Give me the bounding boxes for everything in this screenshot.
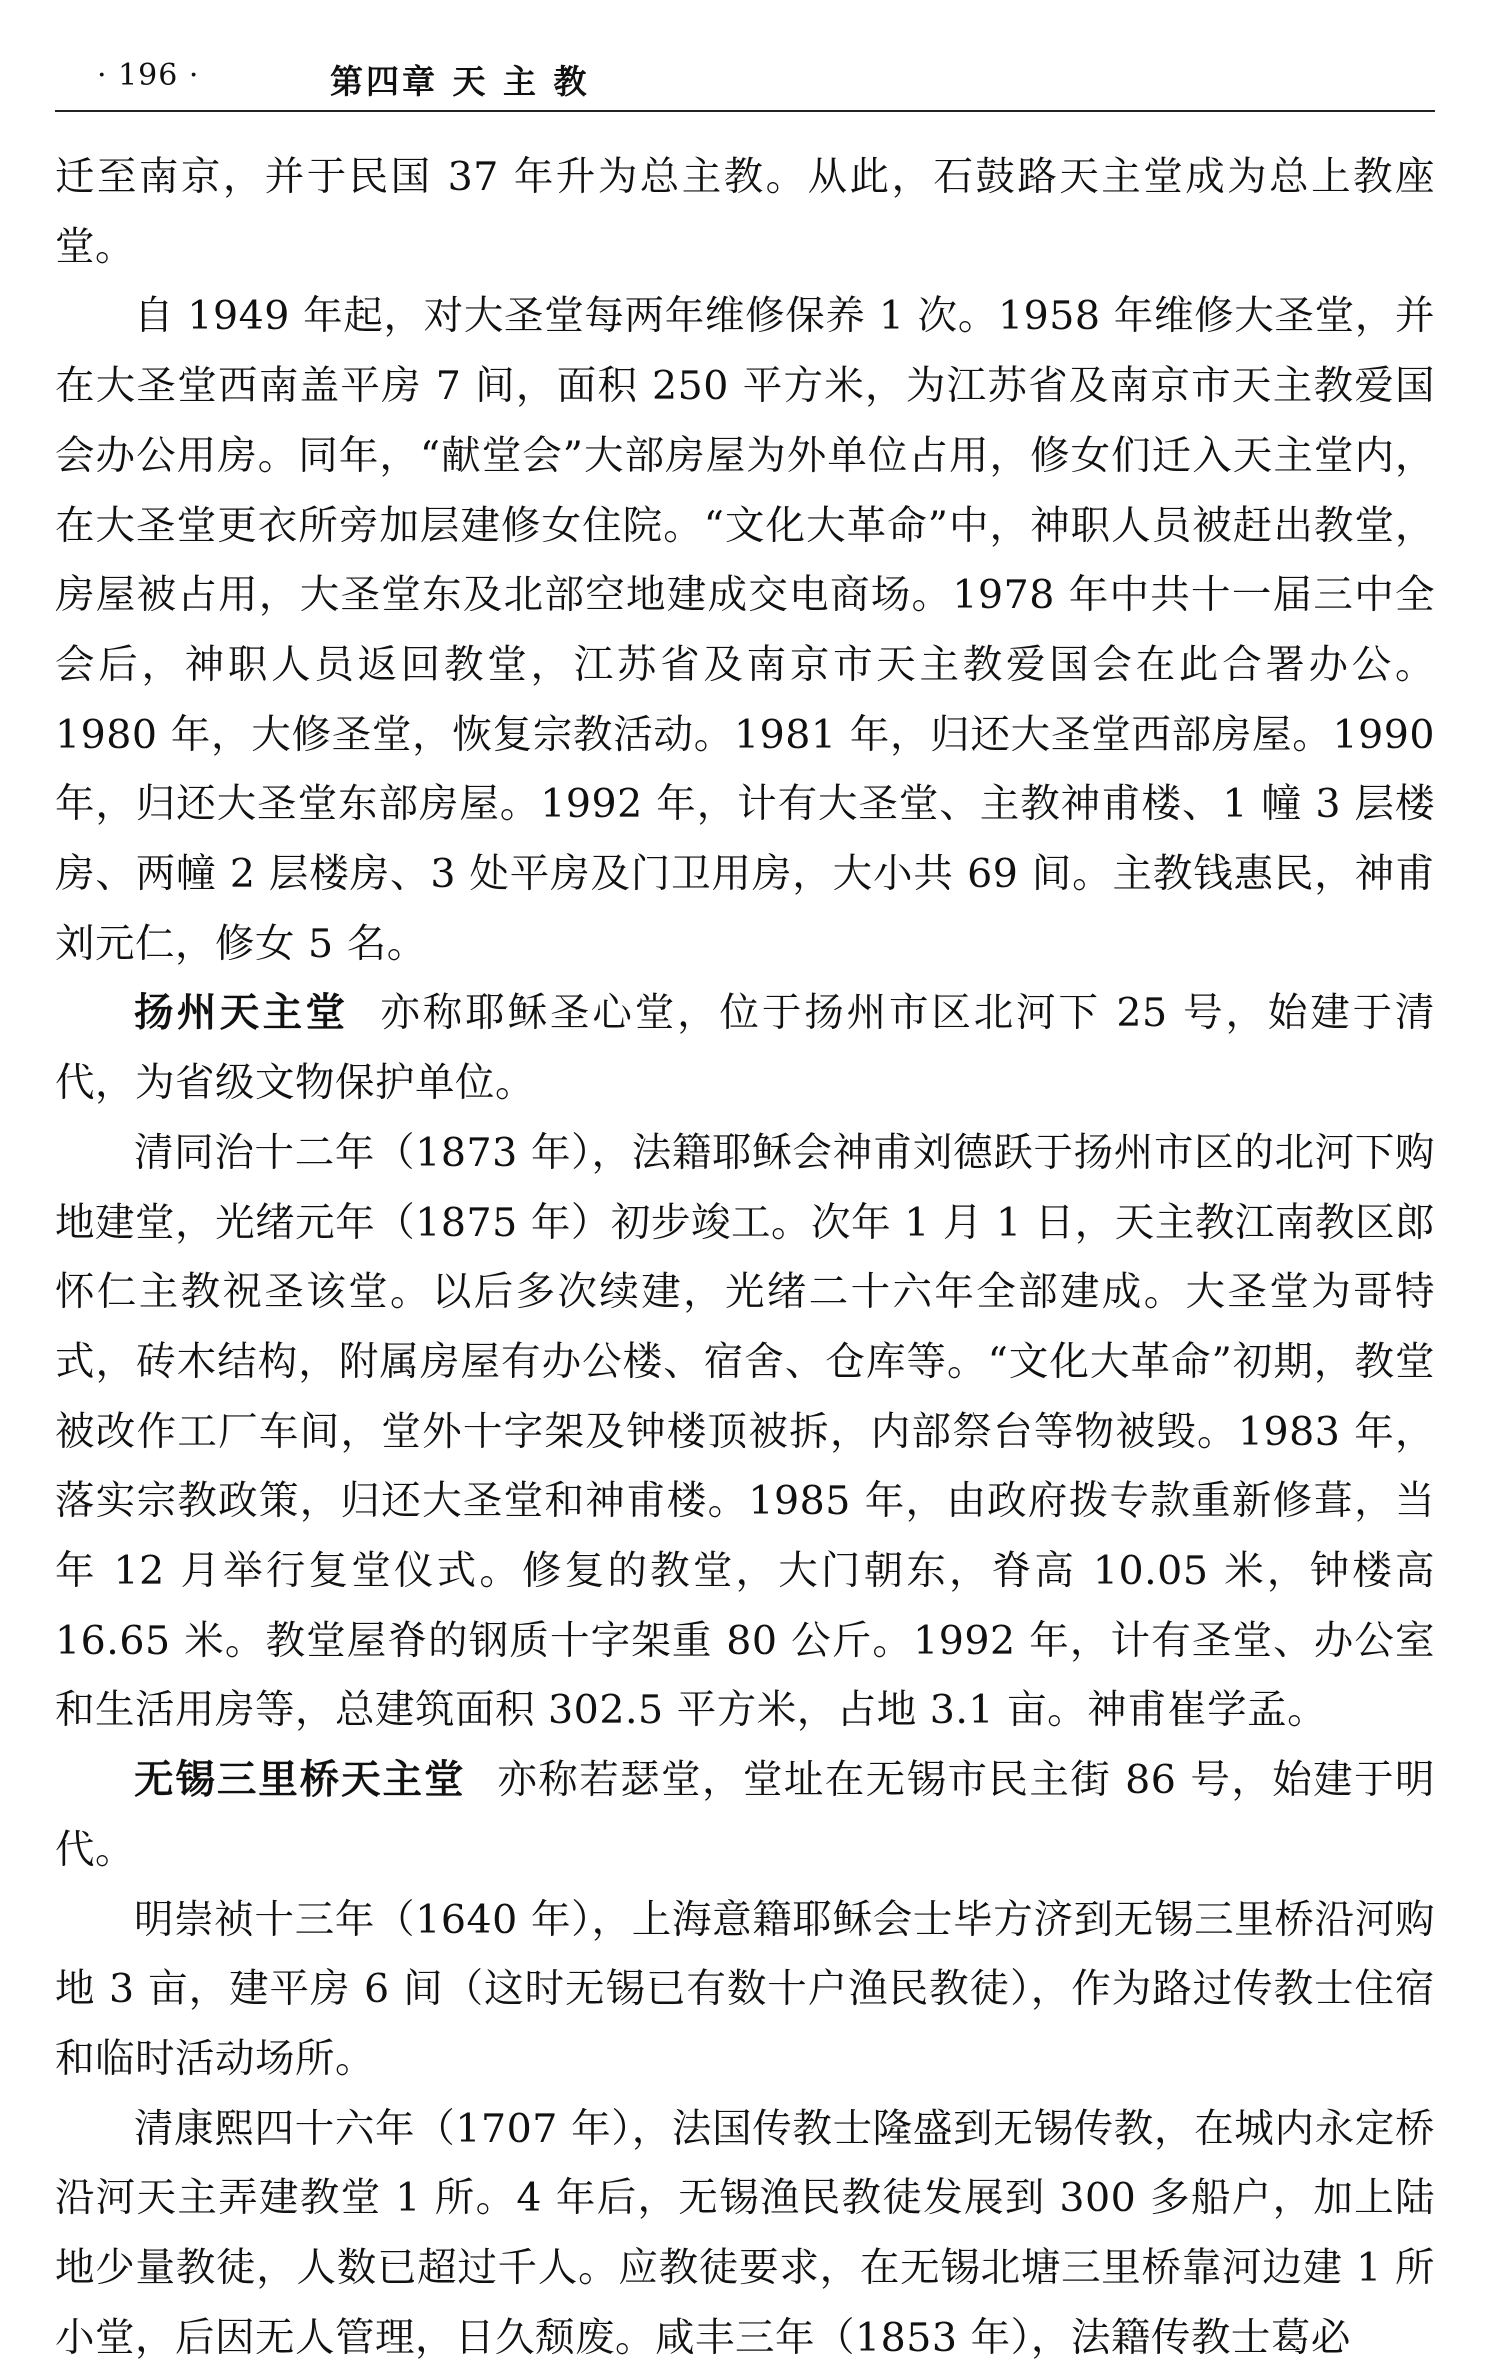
paragraph-1: 迁至南京，并于民国 37 年升为总主教。从此，石鼓路天主堂成为总上教座堂。 [55, 154, 1435, 270]
header-rule [55, 110, 1435, 112]
paragraph-5: 无锡三里桥天主堂 亦称若瑟堂，堂址在无锡市民主街 86 号，始建于明代。 [55, 1757, 1436, 1873]
paragraph-6: 明崇祯十三年（1640 年），上海意籍耶稣会士毕方济到无锡三里桥沿河购地 3 亩，建平房 6 间（这时无锡已有数十户渔民教徒），作为路过传教士住宿和临时活动场所。 [55, 1896, 1435, 2082]
page-number: · 196 · [97, 58, 200, 93]
entry-heading: 无锡三里桥天主堂 [134, 1757, 466, 1804]
page-header [55, 52, 1435, 112]
chapter-title: 第四章 天 主 教 [330, 62, 590, 101]
body-text [55, 143, 1435, 2374]
paragraph-2: 自 1949 年起，对大圣堂每两年维修保养 1 次。1958 年维修大圣堂，并在大圣堂西南盖平房 7 间，面积 250 平方米，为江苏省及南京市天主教爱国会办公用房。同年，“献堂会”大部房屋为外单位占用，修女们迁入天主堂内，在大圣堂更衣所旁加层建修女住院。“文化大革命”中，神职人员被赶出教堂，房屋被占用，大圣堂东及北部空地建成交电商场。1978 年中共十一届三中全会后，神职人员返回教堂，江苏省及南京市天主教爱国会在此合署办公。1980 年，大修圣堂，恢复宗教活动。1981 年，归还大圣堂西部房屋。1990 年，归还大圣堂东部房屋。1992 年，计有大圣堂、主教神甫楼、1 幢 3 层楼房、两幢 2 层楼房、3 处平房及门卫用房，大小共 69 间。主教钱惠民，神甫刘元仁，修女 5 名。 [55, 293, 1435, 967]
paragraph-3: 扬州天主堂 亦称耶稣圣心堂，位于扬州市区北河下 25 号，始建于清代，为省级文物保护单位。 [55, 990, 1436, 1107]
paragraph-4: 清同治十二年（1873 年），法籍耶稣会神甫刘德跃于扬州市区的北河下购地建堂，光绪元年（1875 年）初步竣工。次年 1 月 1 日，天主教江南教区郎怀仁主教祝圣该堂。以后多次续建，光绪二十六年全部建成。大圣堂为哥特式，砖木结构，附属房屋有办公楼、宿舍、仓库等。“文化大革命”初期，教堂被改作工厂车间，堂外十字架及钟楼顶被拆，内部祭台等物被毁。1983 年，落实宗教政策，归还大圣堂和神甫楼。1985 年，由政府拨专款重新修葺，当年 12 月举行复堂仪式。修复的教堂，大门朝东，脊高 10.05 米，钟楼高 16.65 米。教堂屋脊的钢质十字架重 80 公斤。1992 年，计有圣堂、办公室和生活用房等，总建筑面积 302.5 平方米，占地 3.1 亩。神甫崔学孟。 [55, 1129, 1435, 1734]
entry-heading: 扬州天主堂 [134, 990, 349, 1037]
paragraph-7: 清康熙四十六年（1707 年），法国传教士隆盛到无锡传教，在城内永定桥沿河天主弄建教堂 1 所。4 年后，无锡渔民教徒发展到 300 多船户，加上陆地少量教徒，人数已超过千人。应教徒要求，在无锡北塘三里桥靠河边建 1 所小堂，后因无人管理，日久颓废。咸丰三年（1853 年），法籍传教士葛必 [55, 2105, 1435, 2361]
